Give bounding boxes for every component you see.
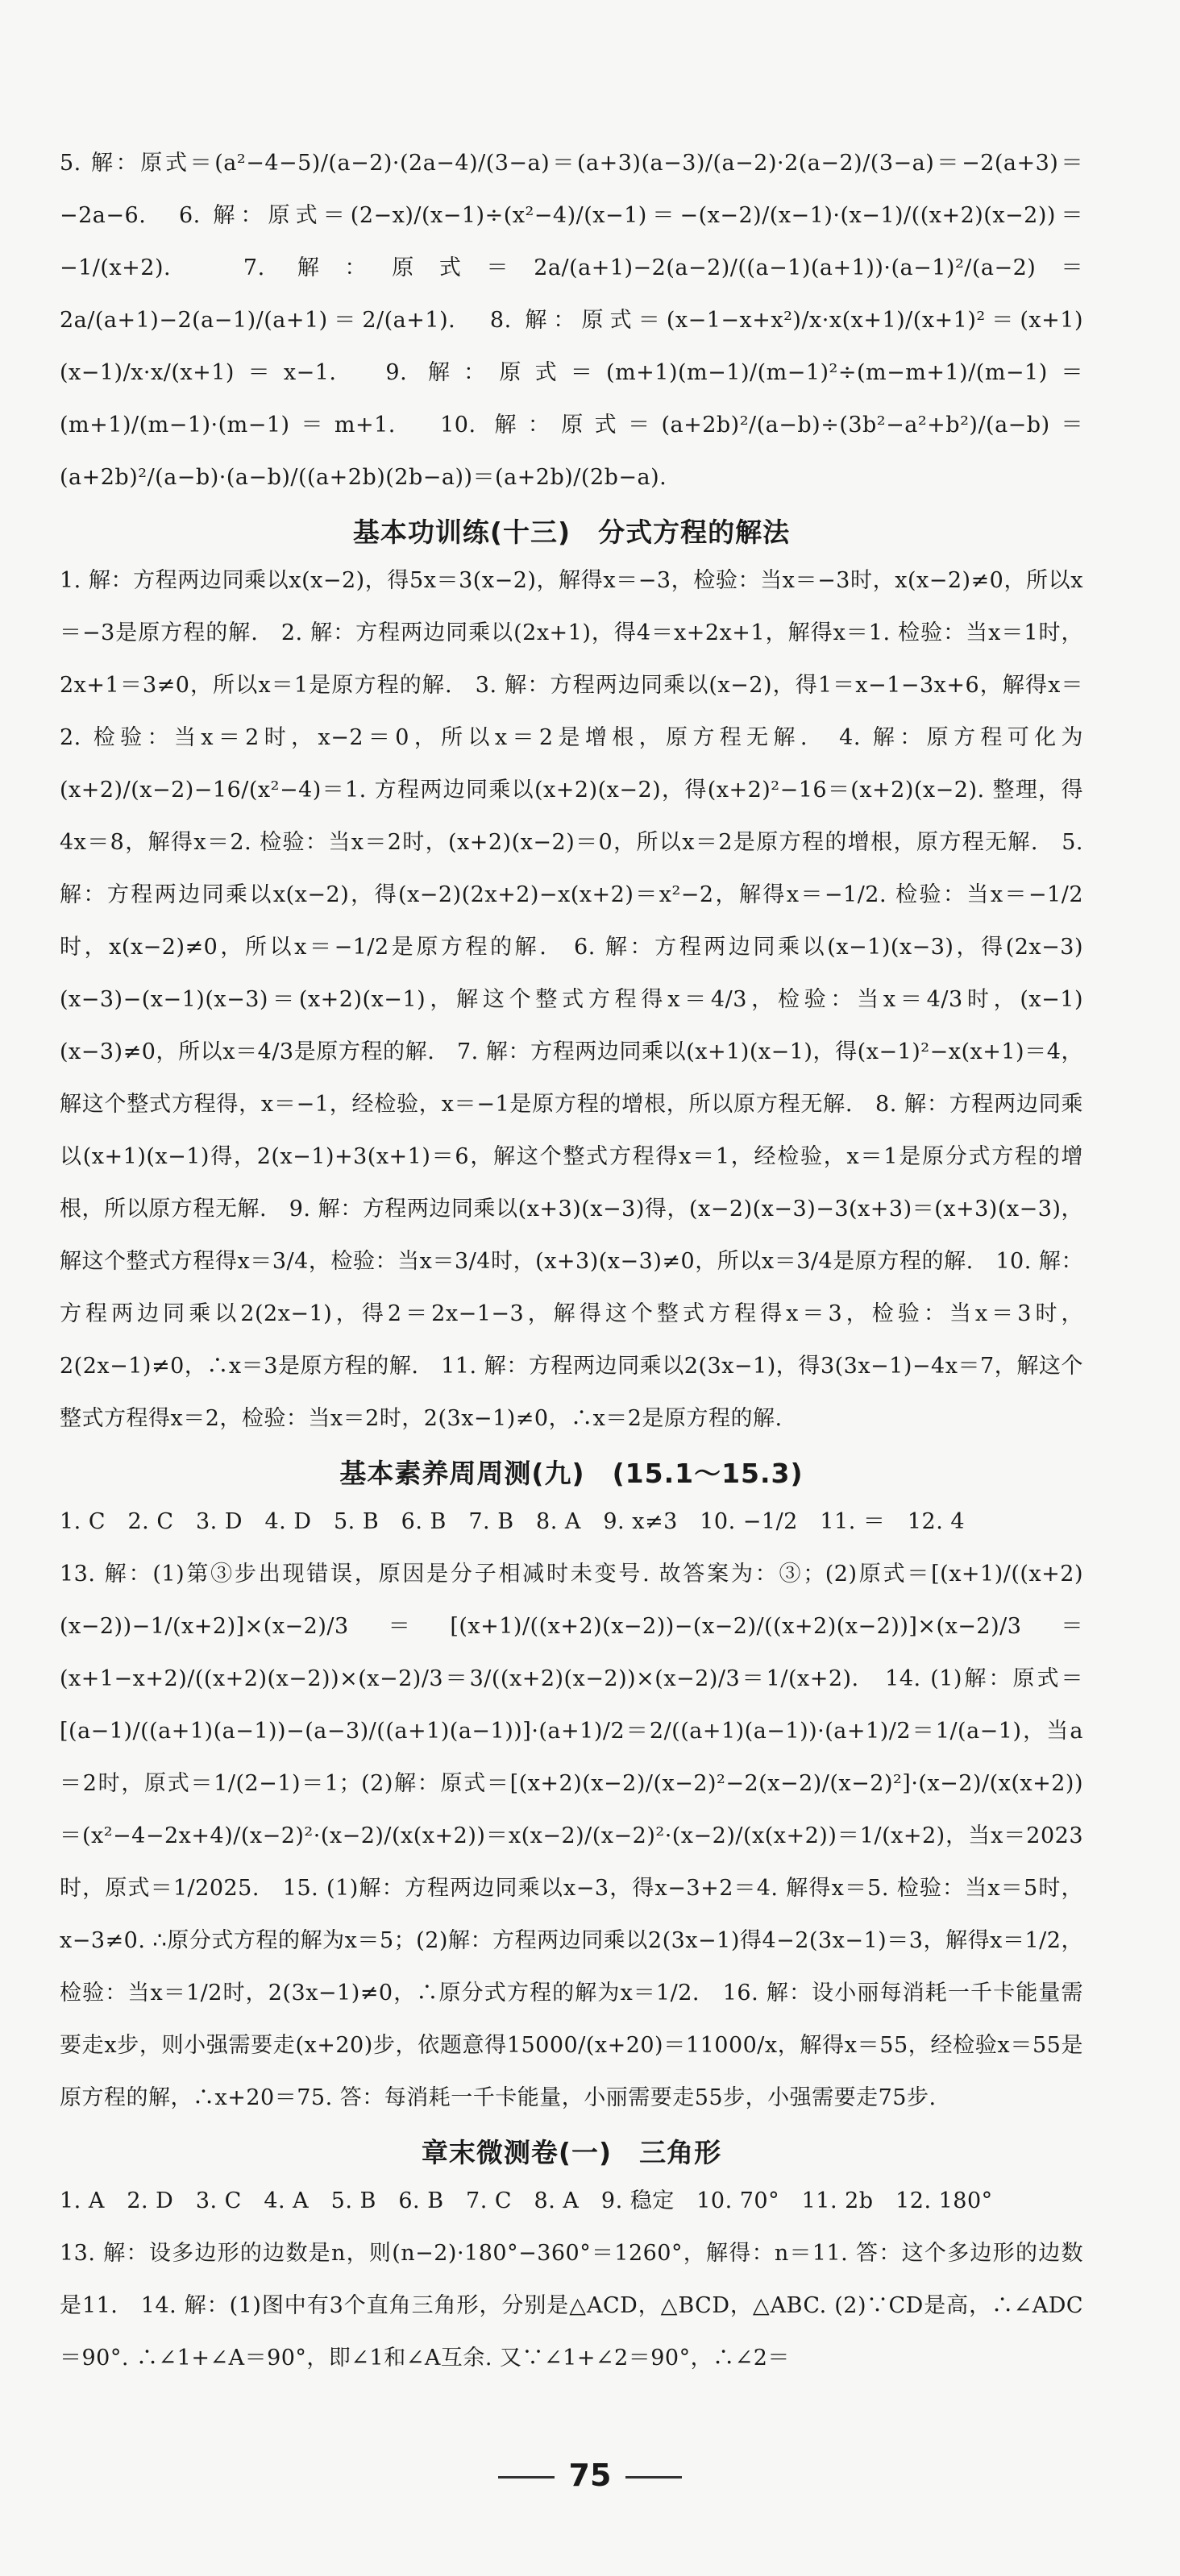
page-number-text: 75 — [568, 2458, 612, 2493]
answer-paragraph: 5. 解：原式＝(a²−4−5)/(a−2)·(2a−4)/(3−a)＝(a+3)(a−3)/(a−2)·2(a−2)/(3−a)＝−2(a+3)＝−2a−6. 6. 解：原式＝(2−x)/(x−1)÷(x²−4)/(x−1)＝−(x−2)/(x−1)·(x−1)/((x+2)(x−2))＝−1/(x+2). 7. 解：原式＝2a/(a+1)−2(a−2)/((a−1)(a+1))·(a−1)²/(a−2)＝2a/(a+1)−2(a−1)/(a+1)＝2/(a+1). 8. 解：原式＝(x−1−x+x²)/x·x(x+1)/(x+1)²＝(x+1)(x−1)/x·x/(x+1)＝x−1. 9. 解：原式＝(m+1)(m−1)/(m−1)²÷(m−m+1)/(m−1)＝(m+1)/(m−1)·(m−1)＝m+1. 10. 解：原式＝(a+2b)²/(a−b)÷(3b²−a²+b²)/(a−b)＝(a+2b)²/(a−b)·(a−b)/((a+2b)(2b−a))＝(a+2b)/(2b−a). — [60, 151, 1083, 490]
section-title: 基本素养周周测(九) (15.1～15.3) — [339, 1458, 804, 1489]
section-title: 基本功训练(十三) 分式方程的解法 — [352, 516, 791, 548]
answer-paragraph: 13. 解：(1)第③步出现错误，原因是分子相减时未变号. 故答案为：③；(2)原式＝[(x+1)/((x+2)(x−2))−1/(x+2)]×(x−2)/3＝[(x+1)/((x+2)(x−2))−(x−2)/((x+2)(x−2))]×(x−2)/3＝(x+1−x+2)/((x+2)(x−2))×(x−2)/3＝3/((x+2)(x−2))×(x−2)/3＝1/(x+2). 14. (1)解：原式＝[(a−1)/((a+1)(a−1))−(a−3)/((a+1)(a−1))]·(a+1)/2＝2/((a+1)(a−1))·(a+1)/2＝1/(a−1)，当a＝2时，原式＝1/(2−1)＝1；(2)解：原式＝[(x+2)(x−2)/(x−2)²−2(x−2)/(x−2)²]·(x−2)/(x(x+2))＝(x²−4−2x+4)/(x−2)²·(x−2)/(x(x+2))＝x(x−2)/(x−2)²·(x−2)/(x(x+2))＝1/(x+2)，当x＝2023时，原式＝1/2025. 15. (1)解：方程两边同乘以x−3，得x−3+2＝4. 解得x＝5. 检验：当x＝5时，x−3≠0. ∴原分式方程的解为x＝5；(2)解：方程两边同乘以2(3x−1)得4−2(3x−1)＝3，解得x＝1/2，检验：当x＝1/2时，2(3x−1)≠0，∴原分式方程的解为x＝1/2. 16. 解：设小丽每消耗一千卡能量需要走x步，则小强需要走(x+20)步，依题意得15000/(x+20)＝11000/x，解得x＝55，经检验x＝55是原方程的解，∴x+20＝75. 答：每消耗一千卡能量，小丽需要走55步，小强需要走75步. — [60, 1562, 1083, 2110]
answer-paragraph: 1. 解：方程两边同乘以x(x−2)，得5x＝3(x−2)，解得x＝−3，检验：当x＝−3时，x(x−2)≠0，所以x＝−3是原方程的解. 2. 解：方程两边同乘以(2x+1)，得4＝x+2x+1，解得x＝1. 检验：当x＝1时，2x+1＝3≠0，所以x＝1是原方程的解. 3. 解：方程两边同乘以(x−2)，得1＝x−1−3x+6，解得x＝2. 检验：当x＝2时，x−2＝0，所以x＝2是增根，原方程无解. 4. 解：原方程可化为(x+2)/(x−2)−16/(x²−4)＝1. 方程两边同乘以(x+2)(x−2)，得(x+2)²−16＝(x+2)(x−2). 整理，得4x＝8，解得x＝2. 检验：当x＝2时，(x+2)(x−2)＝0，所以x＝2是原方程的增根，原方程无解. 5. 解：方程两边同乘以x(x−2)，得(x−2)(2x+2)−x(x+2)＝x²−2，解得x＝−1/2. 检验：当x＝−1/2时，x(x−2)≠0，所以x＝−1/2是原方程的解. 6. 解：方程两边同乘以(x−1)(x−3)，得(2x−3)(x−3)−(x−1)(x−3)＝(x+2)(x−1)，解这个整式方程得x＝4/3，检验：当x＝4/3时，(x−1)(x−3)≠0，所以x＝4/3是原方程的解. 7. 解：方程两边同乘以(x+1)(x−1)，得(x−1)²−x(x+1)＝4，解这个整式方程得，x＝−1，经检验，x＝−1是原方程的增根，所以原方程无解. 8. 解：方程两边同乘以(x+1)(x−1)得，2(x−1)+3(x+1)＝6，解这个整式方程得x＝1，经检验，x＝1是原分式方程的增根，所以原方程无解. 9. 解：方程两边同乘以(x+3)(x−3)得，(x−2)(x−3)−3(x+3)＝(x+3)(x−3)，解这个整式方程得x＝3/4，检验：当x＝3/4时，(x+3)(x−3)≠0，所以x＝3/4是原方程的解. 10. 解：方程两边同乘以2(2x−1)，得2＝2x−1−3，解得这个整式方程得x＝3，检验：当x＝3时，2(2x−1)≠0，∴x＝3是原方程的解. 11. 解：方程两边同乘以2(3x−1)，得3(3x−1)−4x＝7，解这个整式方程得x＝2，检验：当x＝2时，2(3x−1)≠0，∴x＝2是原方程的解. — [60, 568, 1083, 1431]
answer-paragraph: 1. C 2. C 3. D 4. D 5. B 6. B 7. B 8. A 9. x≠3 10. −1/2 11. ＝ 12. 4 — [60, 1509, 966, 1534]
divider — [625, 2476, 682, 2479]
answer-paragraph: 1. A 2. D 3. C 4. A 5. B 6. B 7. C 8. A 9. 稳定 10. 70° 11. 2b 12. 180° — [60, 2188, 993, 2213]
answer-content — [60, 137, 1083, 2384]
section-title: 章末微测卷(一) 三角形 — [421, 2137, 722, 2168]
page-number — [0, 2458, 1180, 2493]
answer-paragraph: 13. 解：设多边形的边数是n，则(n−2)·180°−360°＝1260°，解得：n＝11. 答：这个多边形的边数是11. 14. 解：(1)图中有3个直角三角形，分别是△ACD，△BCD，△ABC. (2)∵CD是高，∴∠ADC＝90°. ∴∠1+∠A＝90°，即∠1和∠A互余. 又∵∠1+∠2＝90°，∴∠2＝ — [60, 2241, 1083, 2371]
divider — [498, 2476, 555, 2479]
